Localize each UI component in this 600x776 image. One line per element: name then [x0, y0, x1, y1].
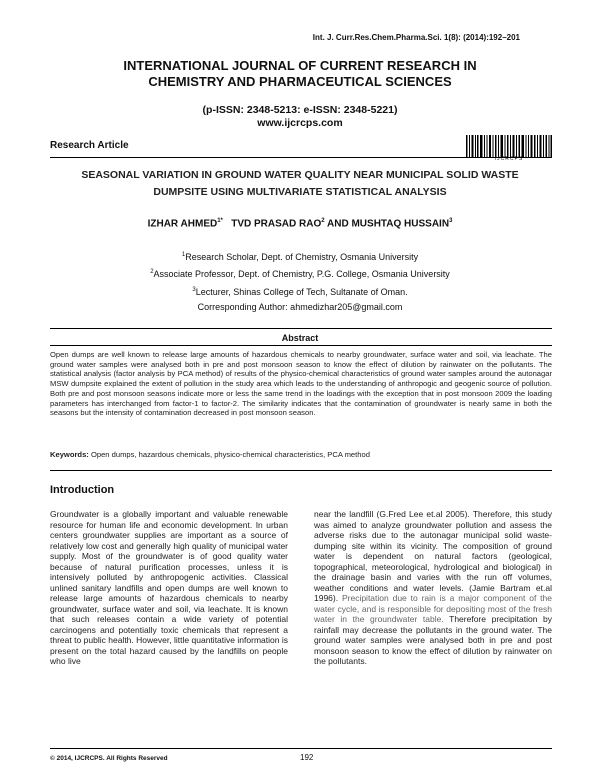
header-citation: Int. J. Curr.Res.Chem.Pharma.Sci. 1(8): (2014):192–201 [312, 33, 520, 42]
abstract-text: Open dumps are well known to release large amounts of hazardous chemicals to nearby groundwater, surface water and soil, via leachate. The ground water samples were analysed both in pre and post monsoon season to know the effect of dilution by rainwater on the pollutants. The statistical analysis (factor analysis by PCA method) of results of the physico-chemical characteristics of ground water samples around the autonagar MSW dumpsite explained the extent of pollution in the study area which leads to the understanding of anthropogic and geogenic source of pollution. Both pre and post monsoon seasons indicate more or less the same trend in the loadings with the exception that in post monsoon 2009 the loading parameters has interchanged from factor-1 to factor-2. The similarity indicates that the contamination of groundwater is nearly same in both the seasons but the intensity of contamination decreased in post monsoon season. [50, 350, 552, 418]
paper-title-line2: DUMPSITE USING MULTIVARIATE STATISTICAL ANALYSIS [153, 186, 447, 198]
introduction-right-column [314, 509, 552, 667]
affiliation-3-text: Lecturer, Shinas College of Tech, Sultanate of Oman. [195, 287, 408, 297]
intro-right-part-a: near the landfill (G.Fred Lee et.al 2005). Therefore, this study was aimed to analyze groundwater pollution and assess the adverse risks due to the autonagar municipal solid waste-dumping site within its vicinity. The composition of ground water is dependent on natural factors (geological, topographical, meteorological, hydrological and biological) in the drainage basin and varies with the run off volumes, weather conditions and water levels. (Jamie Bartram et.al 1996). [314, 509, 552, 603]
footer-divider [50, 748, 552, 749]
author-3-affiliation: 3 [449, 218, 453, 224]
author-2: TVD PRASAD RAO [231, 218, 322, 230]
page-number: 192 [300, 753, 314, 762]
paper-title [0, 167, 600, 201]
keywords-list: Open dumps, hazardous chemicals, physico-chemical characteristics, PCA method [88, 450, 370, 459]
journal-website[interactable]: www.ijcrcps.com [257, 117, 343, 129]
issn-block [0, 104, 600, 130]
issn-text: (p-ISSN: 2348-5213: e-ISSN: 2348-5221) [202, 104, 398, 116]
affiliation-1-number: 1 [181, 252, 186, 258]
paper-title-line1: SEASONAL VARIATION IN GROUND WATER QUALITY NEAR MUNICIPAL SOLID WASTE [81, 169, 519, 181]
section-label: Research Article [50, 140, 129, 151]
barcode-icon [466, 135, 552, 157]
footer-copyright: © 2014, IJCRCPS. All Rights Reserved [50, 755, 168, 762]
affiliation-1 [0, 250, 600, 263]
abstract-divider [50, 470, 552, 471]
abstract-heading: Abstract [281, 333, 319, 343]
author-3: MUSHTAQ HUSSAIN [351, 218, 450, 230]
introduction-left-column: Groundwater is a globally important and valuable renewable resource for human life and economic development. In urban centers groundwater supplies are important as a source of relatively low cost and generally high quality of municipal water supply. Most of the groundwater is of good quality water because of natural purification processes, unless it is intensively polluted by anthropogenic activities. Classical unlined sanitary landfills and open dumps are well known to release large amounts of hazardous chemicals to nearby groundwater, surface water and soil, via leachate. It is known that such releases contain a wide variety of potential carcinogens and potentially toxic chemicals that represent a threat to public health. However, little quantitative information is present on the total hazard caused by the landfills on people who live [50, 509, 288, 666]
affiliation-2-number: 2 [150, 269, 154, 275]
affiliation-3-number: 3 [192, 287, 196, 293]
keywords-label: Keywords: [50, 450, 89, 459]
journal-title-line1: INTERNATIONAL JOURNAL OF CURRENT RESEARCH IN [123, 58, 477, 73]
corresponding-author: Corresponding Author: ahmedizhar205@gmail.com [197, 302, 403, 312]
journal-title-line2: CHEMISTRY AND PHARMACEUTICAL SCIENCES [148, 74, 452, 89]
introduction-heading: Introduction [50, 484, 115, 496]
intro-right-part-b: Precipitation due to rain is a major component of the water cycle, and is responsible for depositing most of the fresh water in the groundwater table. [314, 593, 552, 624]
author-1-affiliation: 1* [217, 218, 223, 224]
journal-title [0, 58, 600, 90]
affiliation-1-text: Research Scholar, Dept. of Chemistry, Osmania University [185, 252, 419, 262]
keywords [50, 450, 552, 459]
author-separator: AND [327, 218, 349, 230]
affiliation-3 [0, 285, 600, 298]
author-1: IZHAR AHMED [147, 218, 218, 230]
barcode-label: IJCRCPS [494, 156, 524, 162]
affiliation-2 [0, 267, 600, 280]
author-2-affiliation: 2 [321, 218, 325, 224]
affiliation-2-text: Associate Professor, Dept. of Chemistry, P.G. College, Osmania University [153, 269, 450, 279]
header-divider [50, 157, 552, 158]
author-list [0, 218, 600, 229]
intro-right-part-c: Therefore precipitation by rainfall may decrease the pollutants in the ground water. The ground water samples were analysed both in pre and post monsoon season to know the effect of dilution by rainwater on the pollutants. [314, 614, 553, 666]
